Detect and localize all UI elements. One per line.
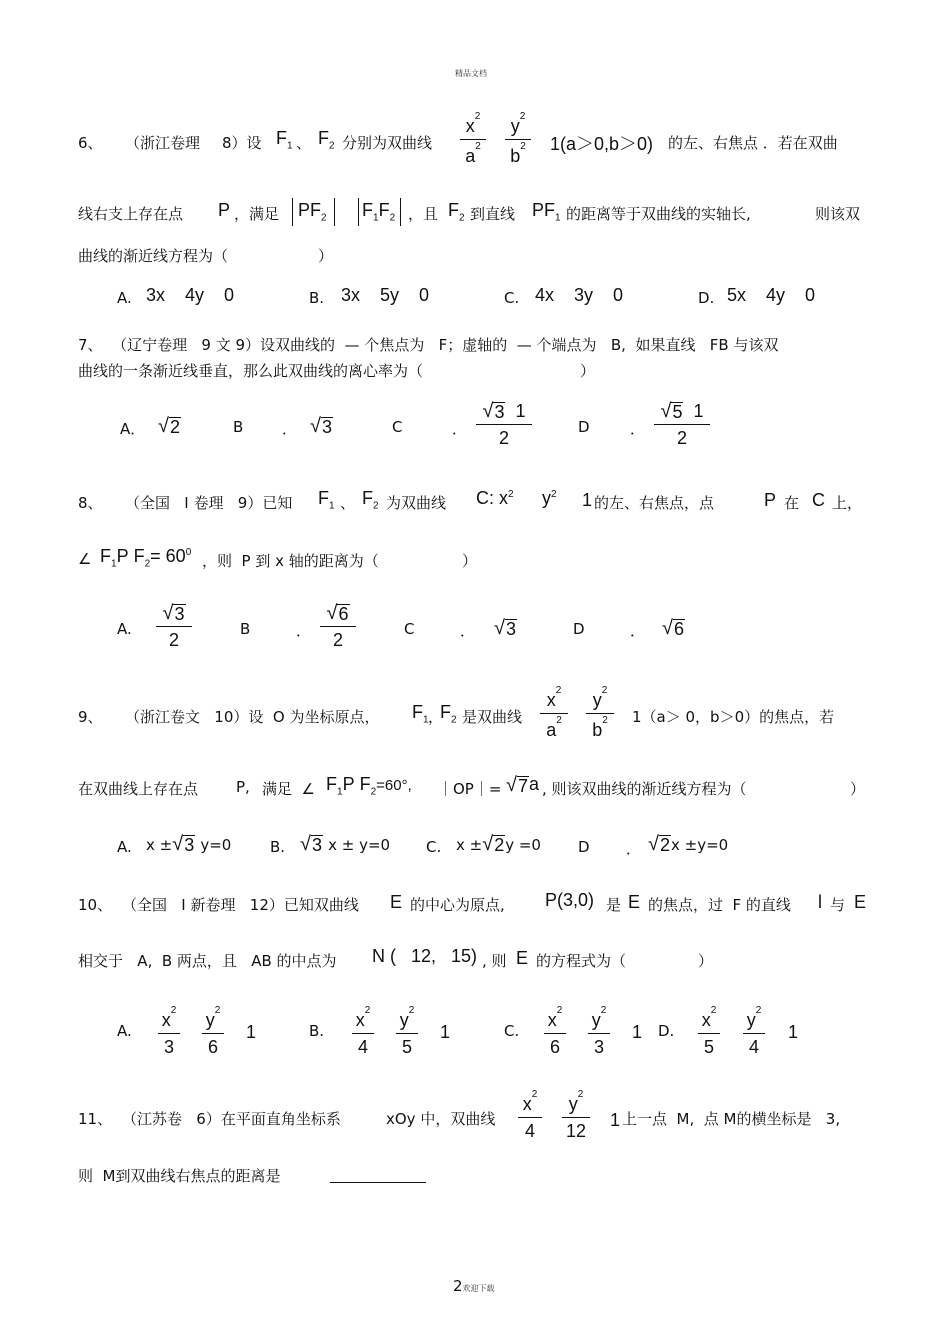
q9-f1: $F_1$ <box>412 702 429 726</box>
q7-option-d-label: D <box>578 418 590 436</box>
q6-line2a: 线右支上存在点 <box>78 205 184 223</box>
q8-number: 8、 <box>78 494 103 512</box>
q10-line2c: 的方程式为（ <box>536 952 627 970</box>
q10-option-d-label: D. <box>658 1022 675 1040</box>
q11-source: （江苏卷 6）在平面直角坐标系 <box>122 1110 341 1128</box>
q6-f1: $F_1$ <box>276 128 293 152</box>
q11-frac-x: $x^2$ 4 <box>518 1090 542 1142</box>
q11-frac-y: $y^2$ 12 <box>562 1090 590 1142</box>
q6-line2f: 则该双 <box>815 205 861 223</box>
q10-line2b: , 则 <box>482 952 507 970</box>
q6-number: 6、 <box>78 134 103 152</box>
q6-option-c-label: C. <box>504 289 520 307</box>
q8-option-d-dot: ． <box>630 622 646 640</box>
q9-option-d-label: D <box>578 838 590 856</box>
q9-option-a: x ± √ 3 y=0 <box>146 833 232 855</box>
q7-option-c-frac: √ 3 1 2 <box>476 400 532 449</box>
q7-option-b-dot: ． <box>282 420 298 438</box>
q6-f2: $F_2$ <box>318 128 335 152</box>
q6-option-c: 4x 3y 0 <box>535 285 624 305</box>
q6-source: （浙江卷理 <box>125 134 201 152</box>
q8-text4: 上， <box>832 494 863 512</box>
q9-op: ｜OP｜= <box>438 780 502 798</box>
q9-option-c-label: C. <box>426 838 442 856</box>
q10-option-c-frac-y: $y^2$ 3 <box>588 1006 610 1058</box>
q6-pf2: $PF_2$ <box>298 200 327 224</box>
q10-n: N ( 12, 15) <box>372 946 478 966</box>
q6-option-b-label: B. <box>309 289 325 307</box>
q10-option-c-label: C. <box>504 1022 520 1040</box>
q6-f2b: $F_2$ <box>448 200 465 224</box>
q6-line3-end: ） <box>318 247 334 265</box>
q8-text1: 为双曲线 <box>386 494 447 512</box>
q8-angle: ∠ <box>78 550 92 568</box>
q9-angle-expr: $F_1P$ $F_2=60^\circ$, <box>326 774 412 798</box>
q6-abs-bar <box>358 198 359 226</box>
q9-op-sqrt: √ 7 a <box>506 774 540 796</box>
q8-text5: ，则 P 到 x 轴的距离为（ <box>202 552 379 570</box>
q9-f2: $F_2$ <box>440 702 457 726</box>
q10-text3: 的焦点，过 F 的直线 <box>648 896 791 914</box>
q6-line2c: ，且 <box>408 205 439 223</box>
q8-option-c-sqrt: √ 3 <box>494 617 516 639</box>
q8-c2: C <box>812 490 825 510</box>
q8-option-c-label: C <box>404 620 415 638</box>
q9-option-a-label: A. <box>117 838 132 856</box>
q6-abs-bar <box>292 198 293 226</box>
q7-line1: 7、 （辽宁卷理 9 文 9）设双曲线的 — 个焦点为 F；虚轴的 — 个端点为 B, 如果直线 FB 与该双 <box>78 336 779 354</box>
q8-option-d-sqrt: √ 6 <box>662 617 684 639</box>
q9-condition: 1（a＞ 0，b＞0）的焦点，若 <box>632 708 835 726</box>
q6-abs-bar <box>400 198 401 226</box>
q9-option-d: √ 2 x ±y=0 <box>648 833 729 855</box>
q6-line2b: ，满足 <box>234 205 280 223</box>
q9-line2c: , 则该双曲线的渐近线方程为（ <box>542 780 747 798</box>
q6-option-d-label: D. <box>698 289 715 307</box>
q6-option-b: 3x 5y 0 <box>341 285 430 305</box>
q10-option-c-one: 1 <box>632 1022 643 1042</box>
q11-text1: 上一点 M, 点 M的横坐标是 3, <box>622 1110 841 1128</box>
q10-text4: 与 <box>830 896 846 914</box>
q7-option-b-sqrt: √ 3 <box>310 415 332 437</box>
q8-y: $y^2$ <box>542 488 557 508</box>
q10-line2a: 相交于 A, B 两点，且 AB 的中点为 <box>78 952 337 970</box>
q11-number: 11、 <box>78 1110 113 1128</box>
q6-option-d: 5x 4y 0 <box>727 285 816 305</box>
q9-text1: 是双曲线 <box>462 708 523 726</box>
q7-option-c-dot: ． <box>452 420 468 438</box>
q10-option-b-label: B. <box>309 1022 325 1040</box>
q10-p: P(3,0) <box>545 890 595 910</box>
q7-line2-end: ） <box>580 362 596 380</box>
q10-option-a-one: 1 <box>246 1022 257 1042</box>
q10-option-b-one: 1 <box>440 1022 451 1042</box>
q9-option-b: √ 3 x ± y=0 <box>300 833 391 855</box>
q8-option-b-dot: ． <box>296 622 312 640</box>
q8-f2: $F_2$ <box>362 488 379 512</box>
q9-option-b-label: B. <box>270 838 286 856</box>
q6-f1f2: $F_1F_2$ <box>362 200 396 224</box>
q8-option-b-frac: √ 6 2 <box>320 602 356 651</box>
q10-option-c-frac-x: $x^2$ 6 <box>544 1006 566 1058</box>
q8-text3: 在 <box>784 494 800 512</box>
q6-frac-x: $x^2$ $a^2$ <box>460 112 486 167</box>
q10-option-d-one: 1 <box>788 1022 799 1042</box>
q10-e2: E <box>628 892 641 912</box>
q11-xoy: xOy 中，双曲线 <box>386 1110 496 1128</box>
q8-option-b-label: B <box>240 620 251 638</box>
q8-text5-end: ） <box>462 552 478 570</box>
page-footer: 2欢迎下载 <box>453 1277 495 1295</box>
q9-frac-x: $x^2$ $a^2$ <box>540 686 568 741</box>
q7-option-c-label: C <box>392 418 403 436</box>
q10-option-a-frac-x: $x^2$ 3 <box>158 1006 180 1058</box>
q8-sep: 、 <box>340 494 356 512</box>
q6-text1: 分别为双曲线 <box>342 134 433 152</box>
q10-line2-end: ） <box>698 952 714 970</box>
q6-sep: 、 <box>296 134 312 152</box>
q10-option-d-frac-x: $x^2$ 5 <box>698 1006 720 1058</box>
q10-option-a-label: A. <box>117 1022 132 1040</box>
q10-text2: 是 <box>606 896 622 914</box>
q6-line2d: 到直线 <box>470 205 516 223</box>
q10-e4: E <box>516 948 529 968</box>
q10-option-b-frac-y: $y^2$ 5 <box>396 1006 418 1058</box>
q6-line2e: 的距离等于双曲线的实轴长, <box>566 205 751 223</box>
q6-source-num: 8）设 <box>222 134 262 152</box>
q10-source: （全国 I 新卷理 12）已知双曲线 <box>122 896 359 914</box>
q9-p: P, <box>236 778 250 796</box>
q11-line2: 则 M到双曲线右焦点的距离是 <box>78 1167 281 1185</box>
q7-option-d-dot: ． <box>630 420 646 438</box>
q6-pf1: $PF_1$ <box>532 200 561 224</box>
q8-f1: $F_1$ <box>318 488 335 512</box>
q10-number: 10、 <box>78 896 113 914</box>
q7-option-d-frac: √ 5 1 2 <box>654 400 710 449</box>
q9-line2a: 在双曲线上存在点 <box>78 780 199 798</box>
q8-angle-expr: $F_1P$ $F_2= 60^0$ <box>100 546 192 570</box>
q8-option-d-label: D <box>573 620 585 638</box>
q9-line2-end: ） <box>850 780 866 798</box>
q6-text2: 的左、右焦点 ．若在双曲 <box>668 134 838 152</box>
q10-text1: 的中心为原点, <box>410 896 505 914</box>
q10-option-a-frac-y: $y^2$ 6 <box>202 1006 224 1058</box>
q10-option-d-frac-y: $y^2$ 4 <box>743 1006 765 1058</box>
q9-frac-y: $y^2$ $b^2$ <box>586 686 614 741</box>
q9-option-c: x ± √ 2 y =0 <box>456 833 541 855</box>
q7-line2: 曲线的一条渐近线垂直，那么此双曲线的离心率为（ <box>78 362 424 380</box>
q7-option-a-label: A． <box>120 420 146 438</box>
q9-number: 9、 <box>78 708 103 726</box>
q6-abs-bar <box>334 198 335 226</box>
q8-c: C: $x^2$ <box>476 488 514 508</box>
q8-option-c-dot: ． <box>460 622 476 640</box>
q6-p: P <box>218 200 231 220</box>
page-header: 精品文档 <box>455 69 487 78</box>
q7-option-a-sqrt: √ 2 <box>158 415 180 437</box>
q8-source: （全国 I 卷理 9）已知 <box>125 494 293 512</box>
q8-one: 1 <box>582 490 593 510</box>
q7-option-b-label: B <box>233 418 244 436</box>
q6-line3: 曲线的渐近线方程为（ <box>78 247 229 265</box>
q11-answer-blank <box>330 1182 426 1183</box>
q10-e3: E <box>854 892 867 912</box>
q8-option-a-label: A. <box>117 620 132 638</box>
q6-condition: 1(a＞0,b＞0) <box>550 134 654 154</box>
q11-one: 1 <box>610 1110 621 1130</box>
q10-l: l <box>818 892 822 912</box>
q9-comma: ， <box>428 708 444 726</box>
q8-text2: 的左、右焦点，点 <box>594 494 715 512</box>
q9-source: （浙江卷文 10）设 O 为坐标原点， <box>125 708 380 726</box>
q8-p: P <box>764 490 777 510</box>
q9-line2b: 满足 ∠ <box>262 780 315 798</box>
q10-e: E <box>390 892 403 912</box>
q9-option-d-dot: ． <box>626 840 642 858</box>
q8-option-a-frac: √ 3 2 <box>156 602 192 651</box>
q6-frac-y: $y^2$ $b^2$ <box>505 112 531 167</box>
q6-option-a-label: A. <box>117 289 132 307</box>
q6-option-a: 3x 4y 0 <box>146 285 235 305</box>
q10-option-b-frac-x: $x^2$ 4 <box>352 1006 374 1058</box>
